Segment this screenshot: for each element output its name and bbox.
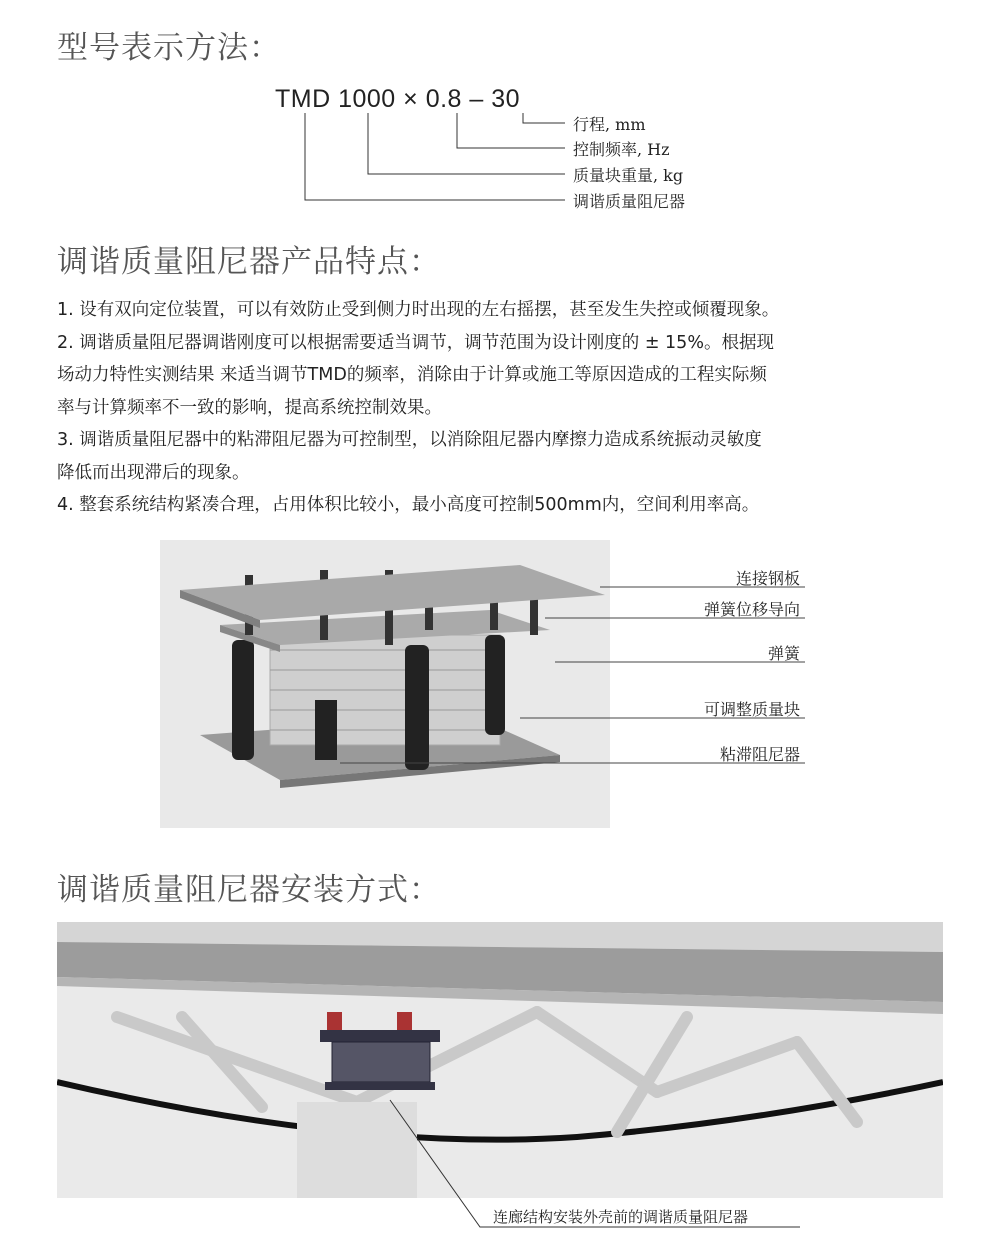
model-label-frequency: 控制频率, Hz <box>573 140 670 159</box>
feature-line: 场动力特性实测结果 来适当调节TMD的频率，消除由于计算或施工等原因造成的工程实际频 <box>57 365 767 385</box>
installation-caption: 连廊结构安装外壳前的调谐质量阻尼器 <box>493 1208 749 1226</box>
feature-line: 率与计算频率不一致的影响，提高系统控制效果。 <box>57 397 442 418</box>
label-connecting-plate: 连接钢板 <box>735 569 800 588</box>
label-spring: 弹簧 <box>767 644 800 663</box>
label-mass-block: 可调整质量块 <box>703 700 800 719</box>
feature-line: 降低而出现滞后的现象。 <box>57 462 250 483</box>
feature-line: 4. 整套系统结构紧凑合理，占用体积比较小，最小高度可控制500mm内，空间利用率高。 <box>57 495 760 515</box>
model-label-mass: 质量块重量, kg <box>573 166 684 185</box>
label-spring-guide: 弹簧位移导向 <box>703 600 800 619</box>
feature-line: 1. 设有双向定位装置，可以有效防止受到侧力时出现的左右摇摆，甚至发生失控或倾覆现象。 <box>57 300 780 320</box>
section-title-model: 型号表示方法： <box>57 30 281 66</box>
model-label-stroke: 行程, mm <box>573 115 646 134</box>
section-title-installation: 调谐质量阻尼器安装方式： <box>57 872 441 908</box>
model-label-type: 调谐质量阻尼器 <box>573 192 686 211</box>
feature-line: 3. 调谐质量阻尼器中的粘滞阻尼器为可控制型，以消除阻尼器内摩擦力造成系统振动灵敏度 <box>57 430 762 450</box>
feature-line: 2. 调谐质量阻尼器调谐刚度可以根据需要适当调节，调节范围为设计刚度的 ± 15%。根据现 <box>57 332 774 353</box>
label-viscous-damper: 粘滞阻尼器 <box>719 745 800 764</box>
section-title-features: 调谐质量阻尼器产品特点： <box>57 244 441 280</box>
model-code: TMD 1000 × 0.8 – 30 <box>275 85 521 113</box>
